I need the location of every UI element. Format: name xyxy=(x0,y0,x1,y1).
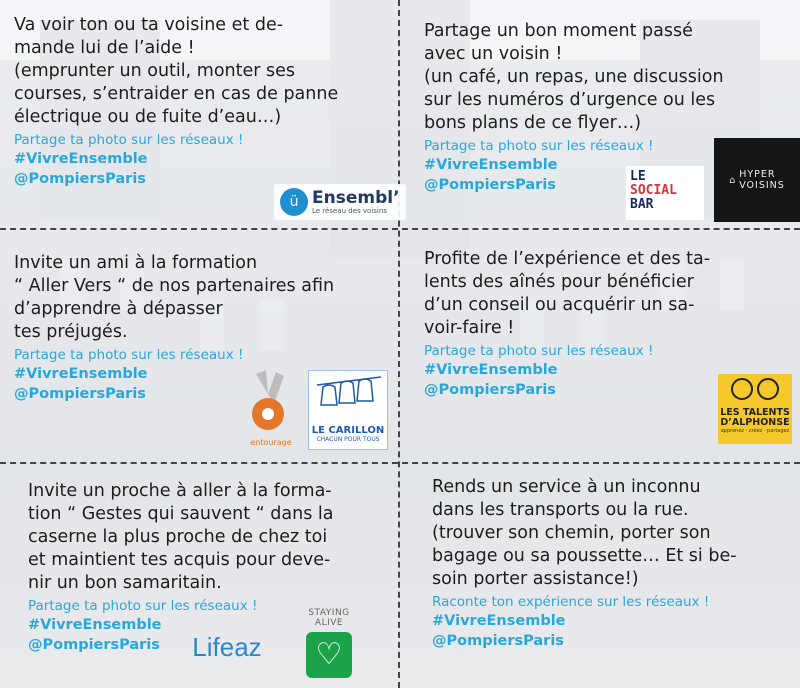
card-cta: Partage ta photo sur les réseaux ! xyxy=(424,343,654,359)
le-carillon-logo xyxy=(308,370,388,450)
entourage-hand-icon xyxy=(246,364,296,434)
talents-title-2: D’ALPHONSE xyxy=(720,417,790,428)
card-cta: Partage ta photo sur les réseaux ! xyxy=(424,138,654,154)
handle: @PompiersParis xyxy=(432,633,564,649)
lifeaz-logo xyxy=(172,632,282,680)
card-invite-friend xyxy=(14,252,354,404)
staying-alive-title: STAYING ALIVE xyxy=(308,608,350,628)
horizontal-cut-line-1 xyxy=(0,228,800,230)
card-text: Invite un ami à la formation “ Aller Vers “ de nos partenaires afin d’apprendre à dépasser tes préjugés. xyxy=(14,253,335,342)
ensembl-icon: ü xyxy=(280,188,308,216)
faces-icon xyxy=(720,374,790,404)
handle: @PompiersParis xyxy=(14,171,146,187)
card-text: Partage un bon moment passé avec un voisin ! (un café, un repas, une discussion sur les numéros d’urgence ou les bons plans de ce flyer…) xyxy=(424,21,724,133)
hashtag: #VivreEnsemble xyxy=(424,362,558,378)
card-cta: Partage ta photo sur les réseaux ! xyxy=(14,347,244,363)
heart-plus-icon: ♡ xyxy=(306,632,352,678)
bells-icon xyxy=(313,371,383,421)
ensembl-logo xyxy=(274,184,406,220)
les-talents-logo xyxy=(718,374,792,444)
card-text: Invite un proche à aller à la forma- tion “ Gestes qui sauvent “ dans la caserne la plus proche de chez toi et maintient tes acquis pour deve- nir un bon samaritain. xyxy=(28,481,334,593)
talents-title-1: LES TALENTS xyxy=(720,407,790,418)
hashtag: #VivreEnsemble xyxy=(432,613,566,629)
hashtag: #VivreEnsemble xyxy=(424,157,558,173)
card-cta: Raconte ton expérience sur les réseaux ! xyxy=(432,594,710,610)
entourage-logo xyxy=(240,364,302,454)
card-ask-neighbor xyxy=(14,14,354,189)
handle: @PompiersParis xyxy=(424,382,556,398)
ensembl-name: Ensembl’ xyxy=(312,188,400,208)
social-bar-line3: BAR xyxy=(630,197,654,212)
hyper-voisins-line2: VOISINS xyxy=(739,180,785,191)
card-text: Rends un service à un inconnu dans les transports ou la rue. (trouver son chemin, porter son bagage ou sa poussette… Et si be- soin porter assistance!) xyxy=(432,477,737,589)
entourage-label: entourage xyxy=(250,438,292,447)
horizontal-cut-line-2 xyxy=(0,462,800,464)
social-bar-line2: SOCIAL xyxy=(630,183,677,198)
lifeaz-name: Lifeaz xyxy=(192,632,262,662)
social-bar-logo xyxy=(626,166,704,220)
hyper-voisins-logo xyxy=(714,138,800,222)
ensembl-subtitle: Le réseau des voisins xyxy=(312,207,387,215)
card-help-stranger xyxy=(432,476,750,651)
staying-alive-logo xyxy=(294,608,364,678)
hyper-voisins-line1: HYPER xyxy=(739,169,776,180)
card-text: Profite de l’expérience et des ta- lents des aînés pour bénéficier d’un conseil ou acquérir un sa- voir-faire ! xyxy=(424,249,711,338)
talents-subtitle: apprenez · créez · partagez xyxy=(720,428,790,434)
card-elders-talents xyxy=(424,248,750,400)
hashtag: #VivreEnsemble xyxy=(14,366,148,382)
hashtag: #VivreEnsemble xyxy=(14,151,148,167)
carillon-title: LE CARILLON xyxy=(311,425,385,436)
card-text: Va voir ton ou ta voisine et de- mande lui de l’aide ! (emprunter un outil, monter ses courses, s’entraider en cas de panne électrique ou de fuite d’eau…) xyxy=(14,15,339,127)
carillon-subtitle: CHACUN POUR TOUS xyxy=(316,436,380,443)
handle: @PompiersParis xyxy=(14,386,146,402)
handle: @PompiersParis xyxy=(28,637,160,653)
hashtag: #VivreEnsemble xyxy=(28,617,162,633)
card-cta: Partage ta photo sur les réseaux ! xyxy=(14,132,244,148)
vertical-cut-line xyxy=(398,0,400,688)
handle: @PompiersParis xyxy=(424,177,556,193)
house-icon: ⌂ xyxy=(729,174,737,186)
card-cta: Partage ta photo sur les réseaux ! xyxy=(28,598,258,614)
social-bar-line1: LE xyxy=(630,169,646,184)
